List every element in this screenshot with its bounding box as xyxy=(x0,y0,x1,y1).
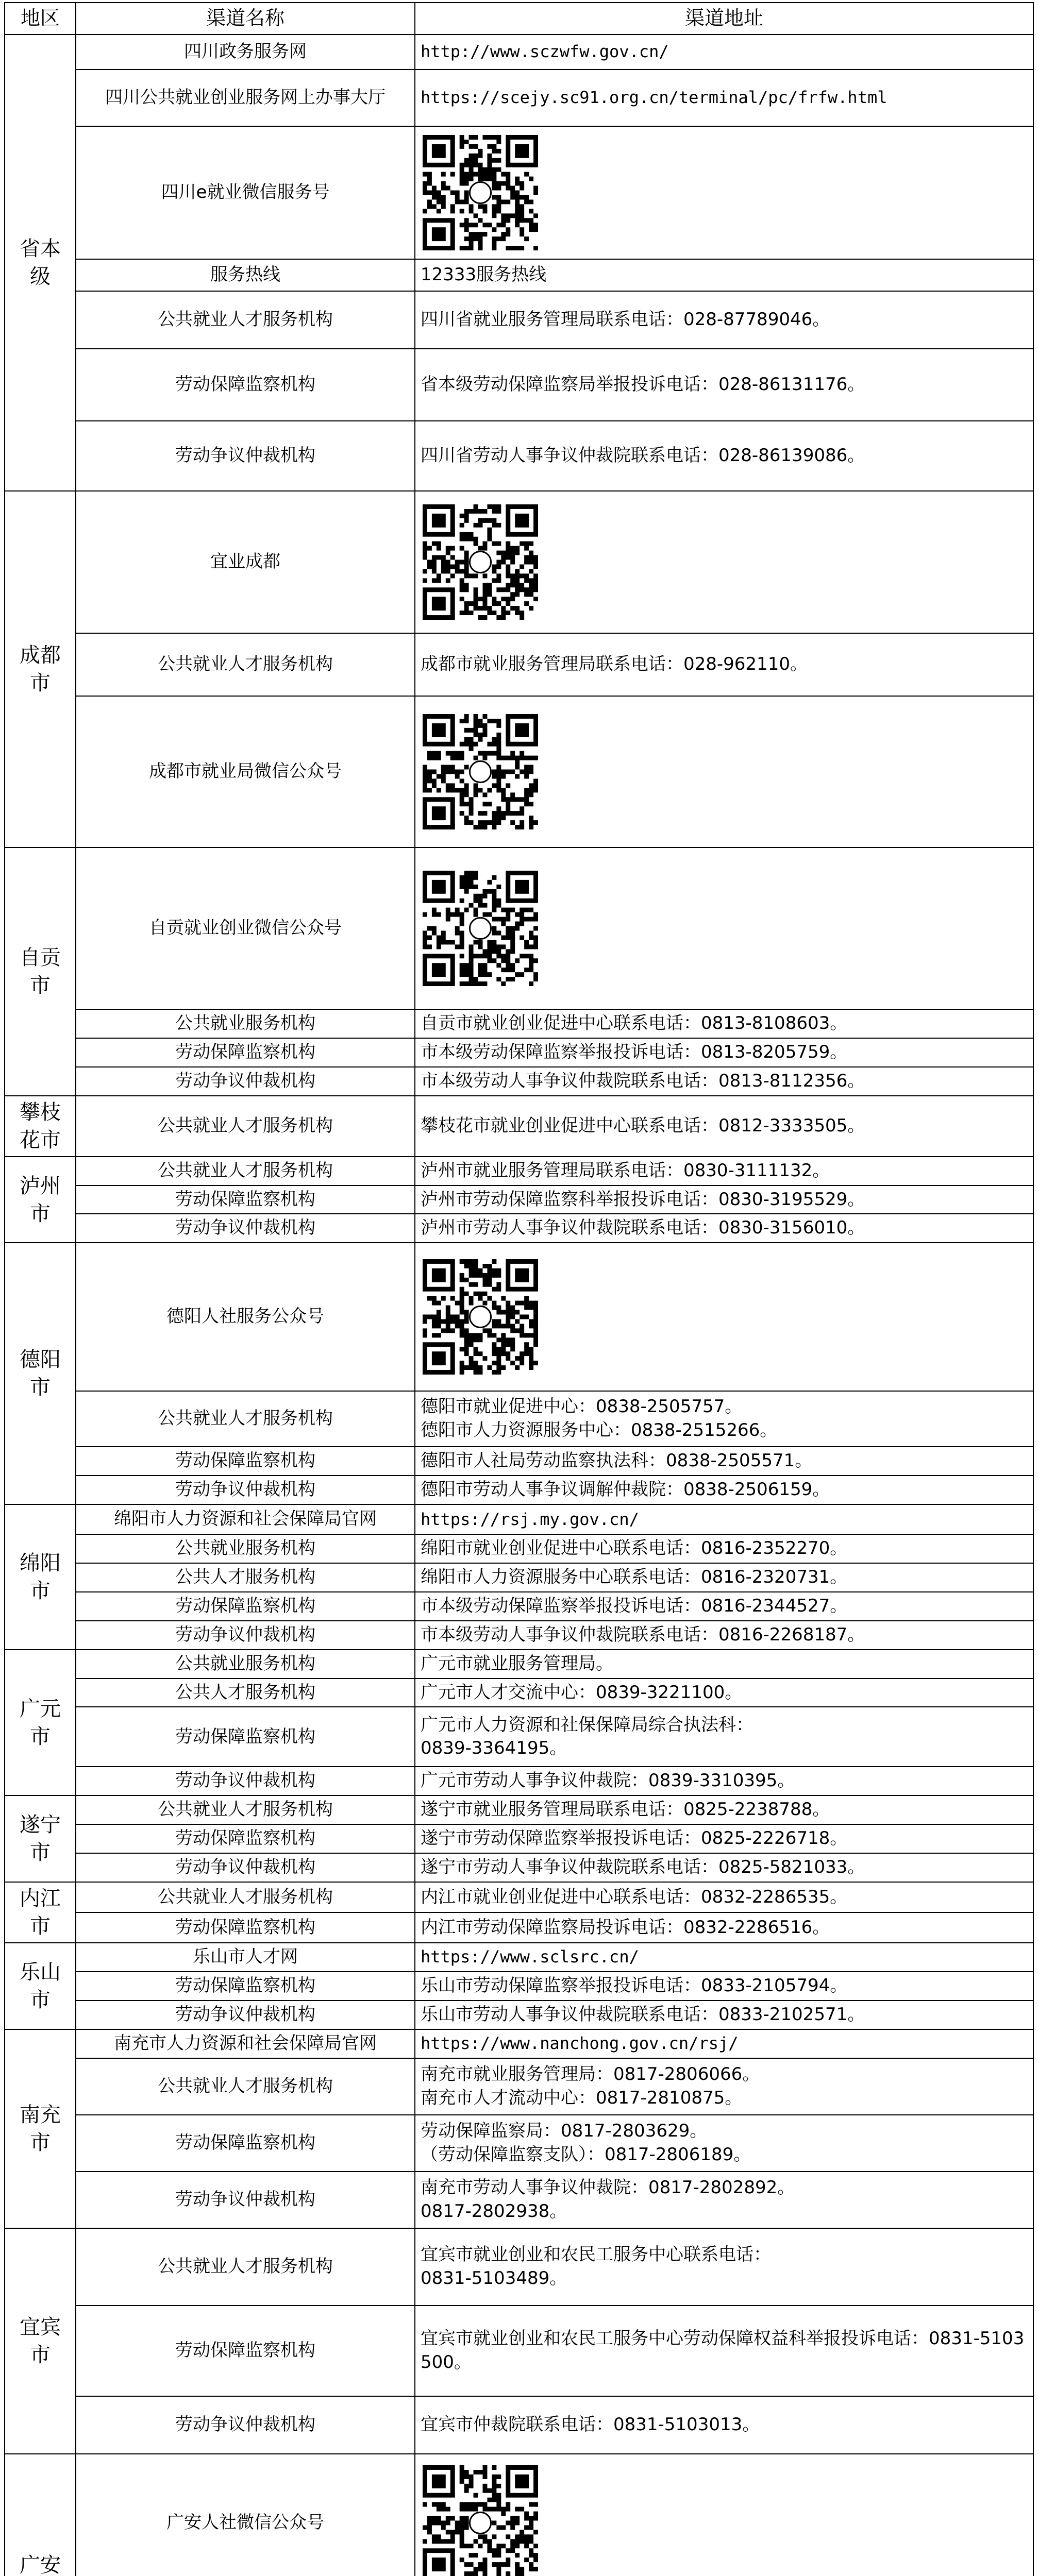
address-line: 广元市人才交流中心：0839-3221100。 xyxy=(421,1682,743,1703)
channel-name: 公共就业人才服务机构 xyxy=(76,1391,415,1447)
channel-name: 劳动争议仲裁机构 xyxy=(76,1067,415,1096)
region-cell: 成都市 xyxy=(5,491,76,848)
region-cell: 内江市 xyxy=(5,1882,76,1943)
header-name: 渠道名称 xyxy=(76,3,415,35)
address-line: 南充市就业服务管理局：0817-2806066。 xyxy=(421,2063,760,2084)
table-row xyxy=(5,2228,1033,2306)
address-line: 德阳市劳动人事争议调解仲裁院：0838-2506159。 xyxy=(421,1479,830,1500)
channel-address xyxy=(415,1795,1033,1824)
channel-address xyxy=(415,1767,1033,1795)
address-line: 四川省就业服务管理局联系电话：028-87789046。 xyxy=(421,309,830,330)
channel-link[interactable] xyxy=(415,35,1033,70)
address-line: 绵阳市就业创业促进中心联系电话：0816-2352270。 xyxy=(421,1538,848,1559)
channel-name: 公共人才服务机构 xyxy=(76,1563,415,1592)
channel-address xyxy=(415,1534,1033,1563)
address-line: 广元市人力资源和社保保障局综合执法科： xyxy=(421,1714,754,1735)
channel-name: 劳动保障监察机构 xyxy=(76,349,415,421)
address-line: 0831-5103489。 xyxy=(421,2267,567,2289)
channel-link[interactable] xyxy=(415,1504,1033,1534)
qr-code-icon xyxy=(421,1257,540,1377)
channel-address xyxy=(415,1447,1033,1476)
channel-name: 劳动争议仲裁机构 xyxy=(76,1853,415,1882)
qr-code-cell xyxy=(415,696,1033,848)
table-row xyxy=(5,1679,1033,1707)
table-row xyxy=(5,1650,1033,1679)
table-row xyxy=(5,1621,1033,1650)
table-row xyxy=(5,1009,1033,1038)
channel-name: 劳动保障监察机构 xyxy=(76,1185,415,1214)
region-cell: 省本级 xyxy=(5,35,76,491)
address-line: 四川省劳动人事争议仲裁院联系电话：028-86139086。 xyxy=(421,445,865,466)
channel-address xyxy=(415,2306,1033,2396)
channel-address xyxy=(415,1214,1033,1243)
channel-link[interactable] xyxy=(415,1943,1033,1972)
table-row xyxy=(5,1882,1033,1912)
channel-link[interactable] xyxy=(415,70,1033,126)
table-row xyxy=(5,1157,1033,1185)
address-line: 遂宁市劳动人事争议仲裁院联系电话：0825-5821033。 xyxy=(421,1857,865,1878)
address-line: 内江市劳动保障监察局投诉电话：0832-2286516。 xyxy=(421,1917,830,1938)
channel-name: 公共人才服务机构 xyxy=(76,1679,415,1707)
table-row xyxy=(5,1476,1033,1504)
header-region: 地区 xyxy=(5,3,76,35)
region-cell: 南充市 xyxy=(5,2029,76,2228)
channel-address xyxy=(415,1621,1033,1650)
region-cell: 遂宁市 xyxy=(5,1795,76,1882)
address-line: 0817-2802938。 xyxy=(421,2200,567,2222)
table-row xyxy=(5,2058,1033,2115)
channel-name: 劳动争议仲裁机构 xyxy=(76,421,415,491)
address-line: 德阳市人力资源服务中心：0838-2515266。 xyxy=(421,1420,778,1441)
qr-code-cell xyxy=(415,126,1033,259)
channel-address xyxy=(415,633,1033,696)
channel-name: 劳动争议仲裁机构 xyxy=(76,1214,415,1243)
channel-address xyxy=(415,1853,1033,1882)
address-line: 泸州市劳动人事争议仲裁院联系电话：0830-3156010。 xyxy=(421,1217,865,1239)
channel-table xyxy=(4,2,1034,2576)
address-line: 劳动保障监察局：0817-2803629。 xyxy=(421,2120,708,2141)
channel-name: 劳动保障监察机构 xyxy=(76,1447,415,1476)
channel-name: 成都市就业局微信公众号 xyxy=(76,696,415,848)
channel-address xyxy=(415,1972,1033,2001)
table-row xyxy=(5,2306,1033,2396)
channel-name: 公共就业人才服务机构 xyxy=(76,1882,415,1912)
channel-name: 公共就业服务机构 xyxy=(76,1534,415,1563)
address-line: 攀枝花市就业创业促进中心联系电话：0812-3333505。 xyxy=(421,1115,865,1136)
address-line: 南充市人才流动中心：0817-2810875。 xyxy=(421,2087,743,2108)
channel-name: 南充市人力资源和社会保障局官网 xyxy=(76,2029,415,2058)
table-row xyxy=(5,35,1033,70)
address-line: 省本级劳动保障监察局举报投诉电话：028-86131176。 xyxy=(421,374,865,395)
channel-name: 绵阳市人力资源和社会保障局官网 xyxy=(76,1504,415,1534)
address-line: 市本级劳动人事争议仲裁院联系电话：0813-8112356。 xyxy=(421,1070,865,1091)
table-row xyxy=(5,1707,1033,1767)
channel-name: 德阳人社服务公众号 xyxy=(76,1243,415,1391)
table-row xyxy=(5,2172,1033,2228)
channel-address xyxy=(415,1391,1033,1447)
table-row xyxy=(5,1795,1033,1824)
channel-address xyxy=(415,1038,1033,1067)
table-row xyxy=(5,1214,1033,1243)
table-row xyxy=(5,1447,1033,1476)
address-line: 绵阳市人力资源服务中心联系电话：0816-2320731。 xyxy=(421,1567,848,1588)
table-row xyxy=(5,1038,1033,1067)
channel-address xyxy=(415,2172,1033,2228)
region-cell: 广元市 xyxy=(5,1650,76,1796)
channel-name: 劳动保障监察机构 xyxy=(76,1038,415,1067)
channel-name: 劳动保障监察机构 xyxy=(76,1707,415,1767)
channel-name: 广安人社微信公众号 xyxy=(76,2454,415,2576)
channel-address xyxy=(415,1912,1033,1943)
table-row xyxy=(5,1096,1033,1157)
channel-name: 公共就业人才服务机构 xyxy=(76,1795,415,1824)
channel-name: 劳动保障监察机构 xyxy=(76,2306,415,2396)
address-line: 遂宁市就业服务管理局联系电话：0825-2238788。 xyxy=(421,1799,830,1820)
channel-address xyxy=(415,1563,1033,1592)
channel-address xyxy=(415,421,1033,491)
address-line: 内江市就业创业促进中心联系电话：0832-2286535。 xyxy=(421,1886,848,1907)
address-line: 广元市就业服务管理局。 xyxy=(421,1653,613,1674)
region-cell: 自贡市 xyxy=(5,848,76,1096)
table-row xyxy=(5,421,1033,491)
table-row xyxy=(5,1943,1033,1972)
channel-name: 劳动争议仲裁机构 xyxy=(76,1476,415,1504)
qr-code-cell xyxy=(415,848,1033,1009)
qr-code-icon xyxy=(421,869,540,988)
address-line: 市本级劳动保障监察举报投诉电话：0813-8205759。 xyxy=(421,1041,848,1062)
address-line: 泸州市就业服务管理局联系电话：0830-3111132。 xyxy=(421,1160,830,1181)
table-row xyxy=(5,491,1033,633)
address-line: 乐山市劳动保障监察举报投诉电话：0833-2105794。 xyxy=(421,1975,848,1996)
channel-address xyxy=(415,2396,1033,2454)
channel-address xyxy=(415,1476,1033,1504)
address-line: 遂宁市劳动保障监察举报投诉电话：0825-2226718。 xyxy=(421,1828,848,1849)
channel-name: 乐山市人才网 xyxy=(76,1943,415,1972)
channel-address xyxy=(415,259,1033,291)
region-cell: 乐山市 xyxy=(5,1943,76,2029)
address-line: 南充市劳动人事争议仲裁院：0817-2802892。 xyxy=(421,2177,795,2198)
address-line: https://www.sclsrc.cn/ xyxy=(421,1947,639,1967)
channel-name: 四川政务服务网 xyxy=(76,35,415,70)
header-address: 渠道地址 xyxy=(415,3,1033,35)
address-line: 德阳市就业促进中心：0838-2505757。 xyxy=(421,1396,743,1417)
address-line: 泸州市劳动保障监察科举报投诉电话：0830-3195529。 xyxy=(421,1189,865,1210)
qr-code-icon xyxy=(421,2463,540,2576)
table-row xyxy=(5,1504,1033,1534)
channel-name: 劳动保障监察机构 xyxy=(76,1912,415,1943)
region-cell: 绵阳市 xyxy=(5,1504,76,1650)
address-line: 市本级劳动保障监察举报投诉电话：0816-2344527。 xyxy=(421,1595,848,1616)
channel-name: 自贡就业创业微信公众号 xyxy=(76,848,415,1009)
address-line: （劳动保障监察支队）：0817-2806189。 xyxy=(421,2144,751,2165)
table-row xyxy=(5,1534,1033,1563)
channel-name: 公共就业人才服务机构 xyxy=(76,291,415,349)
address-line: http://www.sczwfw.gov.cn/ xyxy=(421,42,669,62)
channel-name: 劳动争议仲裁机构 xyxy=(76,1621,415,1650)
region-cell: 广安 xyxy=(5,2454,76,2576)
table-row xyxy=(5,2001,1033,2029)
channel-address xyxy=(415,2001,1033,2029)
address-line: https://www.nanchong.gov.cn/rsj/ xyxy=(421,2033,739,2054)
channel-address xyxy=(415,2115,1033,2172)
table-row xyxy=(5,2454,1033,2576)
channel-address xyxy=(415,291,1033,349)
channel-address xyxy=(415,1067,1033,1096)
table-row xyxy=(5,1824,1033,1853)
channel-address xyxy=(415,1009,1033,1038)
table-row xyxy=(5,1853,1033,1882)
channel-address xyxy=(415,1157,1033,1185)
channel-name: 四川公共就业创业服务网上办事大厅 xyxy=(76,70,415,126)
address-line: 自贡市就业创业促进中心联系电话：0813-8108603。 xyxy=(421,1013,848,1033)
address-line: 乐山市劳动人事争议仲裁院联系电话：0833-2102571。 xyxy=(421,2004,865,2025)
region-cell: 德阳市 xyxy=(5,1243,76,1504)
address-line: https://scejy.sc91.org.cn/terminal/pc/frfw.html xyxy=(421,88,888,108)
table-row xyxy=(5,1067,1033,1096)
channel-address xyxy=(415,1679,1033,1707)
channel-name: 服务热线 xyxy=(76,259,415,291)
channel-name: 公共就业人才服务机构 xyxy=(76,1096,415,1157)
table-row xyxy=(5,1185,1033,1214)
table-row xyxy=(5,633,1033,696)
qr-code-cell xyxy=(415,1243,1033,1391)
address-line: 宜宾市就业创业和农民工服务中心劳动保障权益科举报投诉电话：0831-5103500。 xyxy=(421,2328,1025,2372)
qr-code-cell xyxy=(415,2454,1033,2576)
address-line: https://rsj.my.gov.cn/ xyxy=(421,1509,639,1529)
table-row xyxy=(5,1592,1033,1621)
address-line: 广元市劳动人事争议仲裁院：0839-3310395。 xyxy=(421,1770,795,1791)
table-row xyxy=(5,1563,1033,1592)
qr-code-icon xyxy=(421,502,540,622)
address-line: 市本级劳动人事争议仲裁院联系电话：0816-2268187。 xyxy=(421,1624,865,1645)
channel-name: 劳动保障监察机构 xyxy=(76,1824,415,1853)
table-row xyxy=(5,1391,1033,1447)
table-row xyxy=(5,259,1033,291)
table-row xyxy=(5,848,1033,1009)
channel-link[interactable] xyxy=(415,2029,1033,2058)
channel-name: 公共就业人才服务机构 xyxy=(76,1157,415,1185)
table-row xyxy=(5,1912,1033,1943)
channel-name: 公共就业服务机构 xyxy=(76,1650,415,1679)
channel-name: 宜业成都 xyxy=(76,491,415,633)
channel-name: 劳动争议仲裁机构 xyxy=(76,2396,415,2454)
channel-name: 劳动保障监察机构 xyxy=(76,1592,415,1621)
table-row xyxy=(5,291,1033,349)
channel-address xyxy=(415,1882,1033,1912)
channel-address xyxy=(415,1096,1033,1157)
channel-address xyxy=(415,349,1033,421)
channel-name: 劳动争议仲裁机构 xyxy=(76,1767,415,1795)
table-row xyxy=(5,2115,1033,2172)
region-cell: 泸州市 xyxy=(5,1157,76,1243)
channel-name: 劳动争议仲裁机构 xyxy=(76,2172,415,2228)
address-line: 宜宾市仲裁院联系电话：0831-5103013。 xyxy=(421,2414,760,2435)
address-line: 12333服务热线 xyxy=(421,264,547,285)
channel-name: 劳动保障监察机构 xyxy=(76,1972,415,2001)
address-line: 成都市就业服务管理局联系电话：028-962110。 xyxy=(421,654,808,675)
table-row xyxy=(5,1972,1033,2001)
table-row xyxy=(5,2396,1033,2454)
address-line: 德阳市人社局劳动监察执法科：0838-2505571。 xyxy=(421,1450,813,1471)
header-row xyxy=(5,3,1033,35)
channel-name: 劳动保障监察机构 xyxy=(76,2115,415,2172)
address-line: 0839-3364195。 xyxy=(421,1738,567,1759)
table-row xyxy=(5,1243,1033,1391)
channel-address xyxy=(415,1592,1033,1621)
channel-address xyxy=(415,2058,1033,2115)
channel-name: 公共就业服务机构 xyxy=(76,1009,415,1038)
region-cell: 攀枝花市 xyxy=(5,1096,76,1157)
table-row xyxy=(5,349,1033,421)
region-cell: 宜宾市 xyxy=(5,2228,76,2454)
channel-name: 四川e就业微信服务号 xyxy=(76,126,415,259)
channel-address xyxy=(415,2228,1033,2306)
channel-address xyxy=(415,1824,1033,1853)
qr-code-icon xyxy=(421,712,540,832)
qr-code-icon xyxy=(421,133,540,252)
address-line: 宜宾市就业创业和农民工服务中心联系电话： xyxy=(421,2244,771,2265)
table-row xyxy=(5,1767,1033,1795)
channel-name: 公共就业人才服务机构 xyxy=(76,2228,415,2306)
table-row xyxy=(5,2029,1033,2058)
channel-address xyxy=(415,1185,1033,1214)
table-row xyxy=(5,70,1033,126)
qr-code-cell xyxy=(415,491,1033,633)
channel-name: 公共就业人才服务机构 xyxy=(76,2058,415,2115)
channel-name: 公共就业人才服务机构 xyxy=(76,633,415,696)
channel-address xyxy=(415,1707,1033,1767)
channel-name: 劳动争议仲裁机构 xyxy=(76,2001,415,2029)
channel-address xyxy=(415,1650,1033,1679)
table-row xyxy=(5,696,1033,848)
table-row xyxy=(5,126,1033,259)
